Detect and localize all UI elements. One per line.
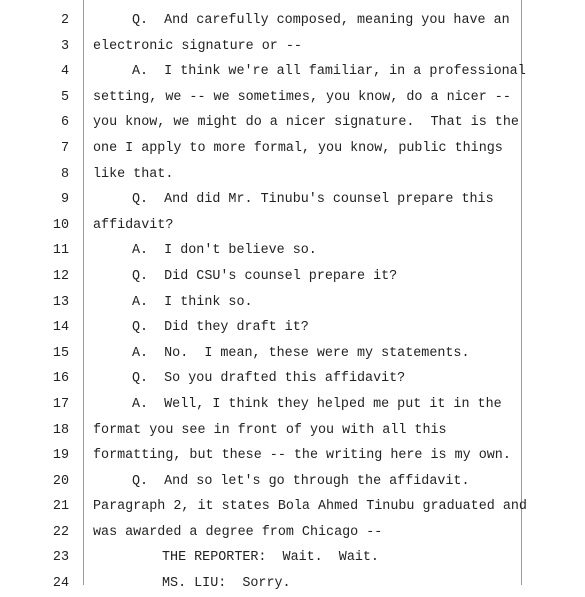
line-text: A. No. I mean, these were my statements. [132,345,470,361]
line-text: MS. LIU: Sorry. [162,576,291,592]
line-text: affidavit? [93,217,174,233]
line-number: 13 [52,294,69,310]
line-number: 20 [52,473,69,489]
line-text: Q. And carefully composed, meaning you have an [132,13,510,28]
line-text: THE REPORTER: Wait. Wait. [162,550,379,566]
transcript-line [0,290,585,316]
line-text: like that. [93,166,174,182]
line-number: 18 [52,422,69,438]
line-text: was awarded a degree from Chicago -- [93,524,383,540]
line-number: 22 [52,524,69,540]
transcript-line [0,392,585,418]
transcript-line [0,34,585,60]
transcript-line [0,110,585,136]
line-text: A. I think so. [132,294,253,310]
line-number: 21 [52,499,69,515]
transcript-line [0,366,585,392]
transcript-line [0,520,585,546]
line-number: 7 [60,140,69,156]
line-number: 8 [60,166,69,182]
line-text: A. I don't believe so. [132,243,317,259]
transcript-line [0,494,585,520]
transcript-line [0,443,585,469]
line-number: 23 [52,550,69,566]
line-number: 4 [60,64,69,80]
line-number: 24 [52,576,69,592]
line-text: A. I think we're all familiar, in a professional [132,64,526,80]
line-number: 3 [60,38,69,54]
transcript-line [0,187,585,213]
transcript-line [0,341,585,367]
line-text: Q. So you drafted this affidavit? [132,371,406,387]
line-text: electronic signature or -- [93,38,302,54]
line-text: Q. And so let's go through the affidavit. [132,473,470,489]
line-number: 11 [52,243,69,259]
line-number: 16 [52,371,69,387]
line-text: Paragraph 2, it states Bola Ahmed Tinubu graduated and [93,499,527,515]
line-text: Q. Did CSU's counsel prepare it? [132,268,398,284]
transcript-line [0,8,585,34]
line-number: 2 [60,13,69,28]
line-number: 17 [52,396,69,412]
line-number: 15 [52,345,69,361]
line-text: one I apply to more formal, you know, public things [93,140,503,156]
transcript-lines [0,8,585,597]
line-text: setting, we -- we sometimes, you know, do a nicer -- [93,89,511,105]
line-number: 9 [60,192,69,208]
transcript-line [0,85,585,111]
line-text: Q. And did Mr. Tinubu's counsel prepare this [132,192,494,208]
transcript-line [0,264,585,290]
line-number: 19 [52,448,69,464]
transcript-line [0,136,585,162]
line-number: 14 [52,320,69,336]
transcript-line [0,213,585,239]
transcript-line [0,469,585,495]
line-number: 6 [60,115,69,131]
line-number: 12 [52,268,69,284]
line-text: format you see in front of you with all this [93,422,447,438]
transcript-line [0,571,585,597]
line-text: Q. Did they draft it? [132,320,309,336]
transcript-line [0,315,585,341]
line-number: 10 [52,217,69,233]
line-text: formatting, but these -- the writing here is my own. [93,448,511,464]
transcript-line [0,418,585,444]
line-number: 5 [60,89,69,105]
transcript-line [0,545,585,571]
transcript-line [0,59,585,85]
transcript-line [0,162,585,188]
line-text: you know, we might do a nicer signature. That is the [93,115,519,131]
transcript-line [0,238,585,264]
line-text: A. Well, I think they helped me put it in the [132,396,502,412]
